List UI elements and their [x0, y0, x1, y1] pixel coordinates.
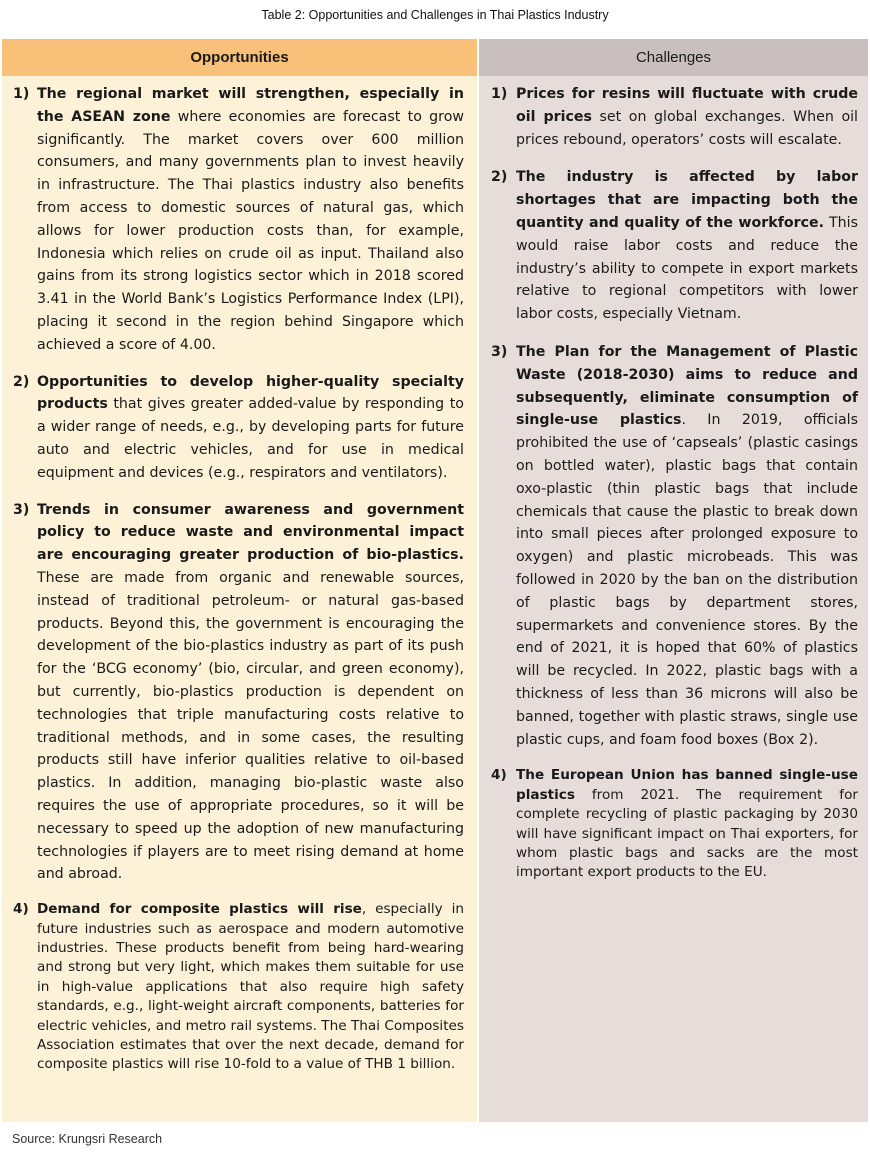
- item-text: This would raise labor costs and reduce the industry’s ability to compete in export markets relative to regional competitors with lower labor costs, especially Vietnam.: [516, 214, 858, 323]
- challenge-item-2: [479, 166, 868, 326]
- opportunity-item-4: [2, 900, 477, 1075]
- item-number: 2): [13, 373, 30, 390]
- item-number: 1): [13, 86, 30, 102]
- opportunities-challenges-table: [2, 39, 868, 1122]
- opportunity-item-3: [2, 499, 477, 887]
- opportunity-item-1: [2, 83, 477, 357]
- item-number: 2): [491, 169, 508, 186]
- item-text: These are made from organic and renewable sources, instead of traditional petroleum- or natural gas-based products. Beyond this, the government is encouraging the development of the bio-plastics industry as part of its push for the ‘BCG economy’ (bio, circular, and green economy), but currently, bio-plastics production is dependent on technologies that triple manufacturing costs relative to traditional methods, and in some cases, the resulting products still have inferior qualities relative to oil-based plastics. In addition, managing bio-plastic waste also requires the use of appropriate procedures, so it will be necessary to speed up the adoption of new manufacturing technologies if players are to meet rising demand at home and abroad.: [37, 569, 464, 883]
- item-bold-text: The European Union has banned single-use plastics: [516, 767, 858, 803]
- source-note: Source: Krungsri Research: [12, 1132, 163, 1146]
- item-number: 4): [491, 767, 507, 784]
- item-text: . In 2019, officials prohibited the use of ‘capseals’ (plastic casings on bottled water), plastic bags that contain oxo-plastic (thin plastic bags that include chemicals that cause the plastic to break down into small pieces after prolonged exposure to oxygen) and plastic microbeads. This was followed in 2020 by the ban on the distribution of plastic bags by department stores, supermarkets and convenience stores. By the end of 2021, it is hoped that 60% of plastics will be recycled. In 2022, plastic bags with a thickness of less than 36 microns will also be banned, together with plastic straws, single use plastic cups, and foam food boxes (Box 2).: [516, 412, 858, 748]
- opportunities-header: Opportunities: [2, 39, 477, 76]
- item-bold-text: Prices for resins will fluctuate with crude oil prices: [516, 86, 858, 125]
- item-text: set on global exchanges. When oil prices rebound, operators’ costs will escalate.: [516, 108, 859, 148]
- challenges-header: Challenges: [479, 39, 868, 76]
- challenges-column: [479, 39, 868, 1122]
- item-bold-text: Demand for composite plastics will rise: [37, 901, 362, 918]
- challenge-item-4: [479, 766, 868, 882]
- opportunities-column: [2, 39, 477, 1122]
- item-bold-text: The Plan for the Management of Plastic Waste (2018-2030) aims to reduce and subsequently, eliminate consumption of single-use plastics: [516, 343, 858, 429]
- item-bold-text: Trends in consumer awareness and government policy to reduce waste and environmental impact are encouraging greater production of bio-plastics.: [37, 501, 464, 564]
- item-bold-text: The industry is affected by labor shortages that are impacting both the quantity and quality of the workforce.: [516, 169, 858, 231]
- item-text: , especially in future industries such as aerospace and modern automotive industries. These products benefit from being hard-wearing and strong but very light, which makes them suitable for use in high-value applications that also require high safety standards, e.g., light-weight aircraft components, batteries for electric vehicles, and metro rail systems. The Thai Composites Association estimates that over the next decade, demand for composite plastics will rise 10-fold to a value of THB 1 billion.: [37, 901, 464, 1073]
- challenge-item-1: [479, 83, 868, 151]
- item-text: where economies are forecast to grow significantly. The market covers over 600 million consumers, and many governments plan to invest heavily in infrastructure. The Thai plastics industry also benefits from access to domestic sources of natural gas, which allows for lower production costs than, for example, Indonesia which relies on crude oil as input. Thailand also gains from its strong logistics sector which in 2018 scored 3.41 in the World Bank’s Logistics Performance Index (LPI), placing it second in the region behind Singapore which achieved a score of 4.00.: [37, 108, 464, 353]
- item-bold-text: Opportunities to develop higher-quality specialty products: [37, 373, 464, 413]
- item-text: that gives greater added-value by responding to a wider range of needs, e.g., by developing parts for future auto and electric vehicles, and for use in medical equipment and devices (e.g., respirators and ventilators).: [37, 396, 464, 481]
- table-caption: Table 2: Opportunities and Challenges in Thai Plastics Industry: [261, 8, 609, 22]
- item-bold-text: The regional market will strengthen, especially in the ASEAN zone: [37, 86, 464, 125]
- challenge-item-3: [479, 341, 868, 751]
- item-number: 4): [13, 901, 29, 918]
- item-number: 3): [13, 501, 30, 518]
- item-number: 3): [491, 343, 508, 360]
- item-number: 1): [491, 86, 508, 102]
- item-text: from 2021. The requirement for complete recycling of plastic packaging by 2030 will have significant impact on Thai exporters, for whom plastic bags and sacks are the most important export products to the EU.: [516, 786, 858, 881]
- opportunity-item-2: [2, 371, 477, 485]
